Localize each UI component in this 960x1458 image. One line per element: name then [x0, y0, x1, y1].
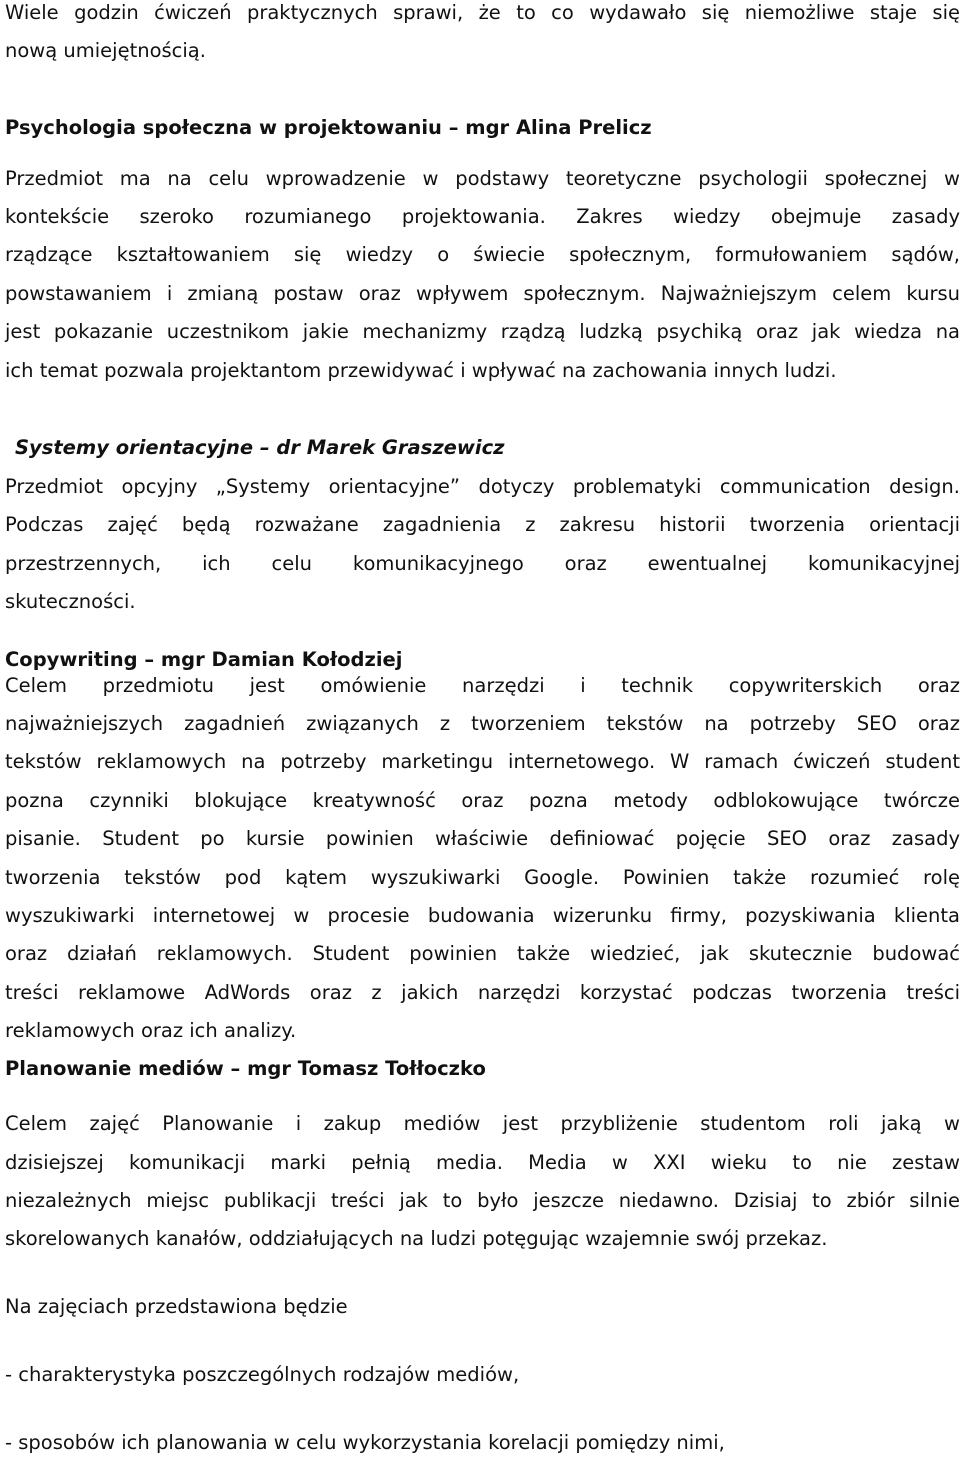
paragraph-line: dzisiejszej komunikacji marki pełnią media. Media w XXI wieku to nie zestaw [5, 1151, 960, 1174]
intro-line: Wiele godzin ćwiczeń praktycznych sprawi, że to co wydawało się niemożliwe staje się [5, 1, 960, 24]
paragraph-line: tekstów reklamowych na potrzeby marketingu internetowego. W ramach ćwiczeń student [5, 750, 960, 773]
paragraph-line: powstawaniem i zmianą postaw oraz wpływem społecznym. Najważniejszym celem kursu [5, 282, 960, 305]
section-heading: Planowanie mediów – mgr Tomasz Tołłoczko [5, 1057, 486, 1080]
paragraph-line: kontekście szeroko rozumianego projektowania. Zakres wiedzy obejmuje zasady [5, 205, 960, 228]
section-heading: Psychologia społeczna w projektowaniu – mgr Alina Prelicz [5, 116, 652, 139]
paragraph-line: przestrzennych, ich celu komunikacyjnego oraz ewentualnej komunikacyjnej [5, 552, 960, 575]
paragraph-line: skorelowanych kanałów, oddziałujących na ludzi potęgując wzajemnie swój przekaz. [5, 1227, 828, 1250]
paragraph-line: Przedmiot opcyjny „Systemy orientacyjne” dotyczy problematyki communication design. [5, 475, 960, 498]
paragraph-line: jest pokazanie uczestnikom jakie mechanizmy rządzą ludzką psychiką oraz jak wiedza na [5, 320, 960, 343]
section-heading: Systemy orientacyjne – dr Marek Graszewicz [15, 436, 505, 459]
paragraph-line: skuteczności. [5, 590, 136, 613]
paragraph-line: tworzenia tekstów pod kątem wyszukiwarki Google. Powinien także rozumieć rolę [5, 866, 960, 889]
paragraph-line: rządzące kształtowaniem się wiedzy o świecie społecznym, formułowaniem sądów, [5, 243, 960, 266]
paragraph-line: Celem zajęć Planowanie i zakup mediów jest przybliżenie studentom roli jaką w [5, 1112, 960, 1135]
paragraph-line: Na zajęciach przedstawiona będzie [5, 1295, 348, 1318]
paragraph-line: najważniejszych zagadnień związanych z tworzeniem tekstów na potrzeby SEO oraz [5, 712, 960, 735]
paragraph-line: niezależnych miejsc publikacji treści jak to było jeszcze niedawno. Dzisiaj to zbiór silnie [5, 1189, 960, 1212]
paragraph-line: wyszukiwarki internetowej w procesie budowania wizerunku firmy, pozyskiwania klienta [5, 904, 960, 927]
paragraph-line: ich temat pozwala projektantom przewidywać i wpływać na zachowania innych ludzi. [5, 359, 837, 382]
paragraph-line: pisanie. Student po kursie powinien właściwie definiować pojęcie SEO oraz zasady [5, 827, 960, 850]
list-item: - sposobów ich planowania w celu wykorzystania korelacji pomiędzy nimi, [5, 1431, 725, 1454]
paragraph-line: oraz działań reklamowych. Student powinien także wiedzieć, jak skutecznie budować [5, 942, 960, 965]
paragraph-line: pozna czynniki blokujące kreatywność oraz pozna metody odblokowujące twórcze [5, 789, 960, 812]
section-heading: Copywriting – mgr Damian Kołodziej [5, 648, 403, 671]
paragraph-line: Przedmiot ma na celu wprowadzenie w podstawy teoretyczne psychologii społecznej w [5, 167, 960, 190]
intro-line: nową umiejętnością. [5, 39, 206, 62]
paragraph-line: treści reklamowe AdWords oraz z jakich narzędzi korzystać podczas tworzenia treści [5, 981, 960, 1004]
paragraph-line: Podczas zajęć będą rozważane zagadnienia z zakresu historii tworzenia orientacji [5, 513, 960, 536]
list-item: - charakterystyka poszczególnych rodzajów mediów, [5, 1363, 520, 1386]
paragraph-line: Celem przedmiotu jest omówienie narzędzi i technik copywriterskich oraz [5, 674, 960, 697]
paragraph-line: reklamowych oraz ich analizy. [5, 1019, 297, 1042]
